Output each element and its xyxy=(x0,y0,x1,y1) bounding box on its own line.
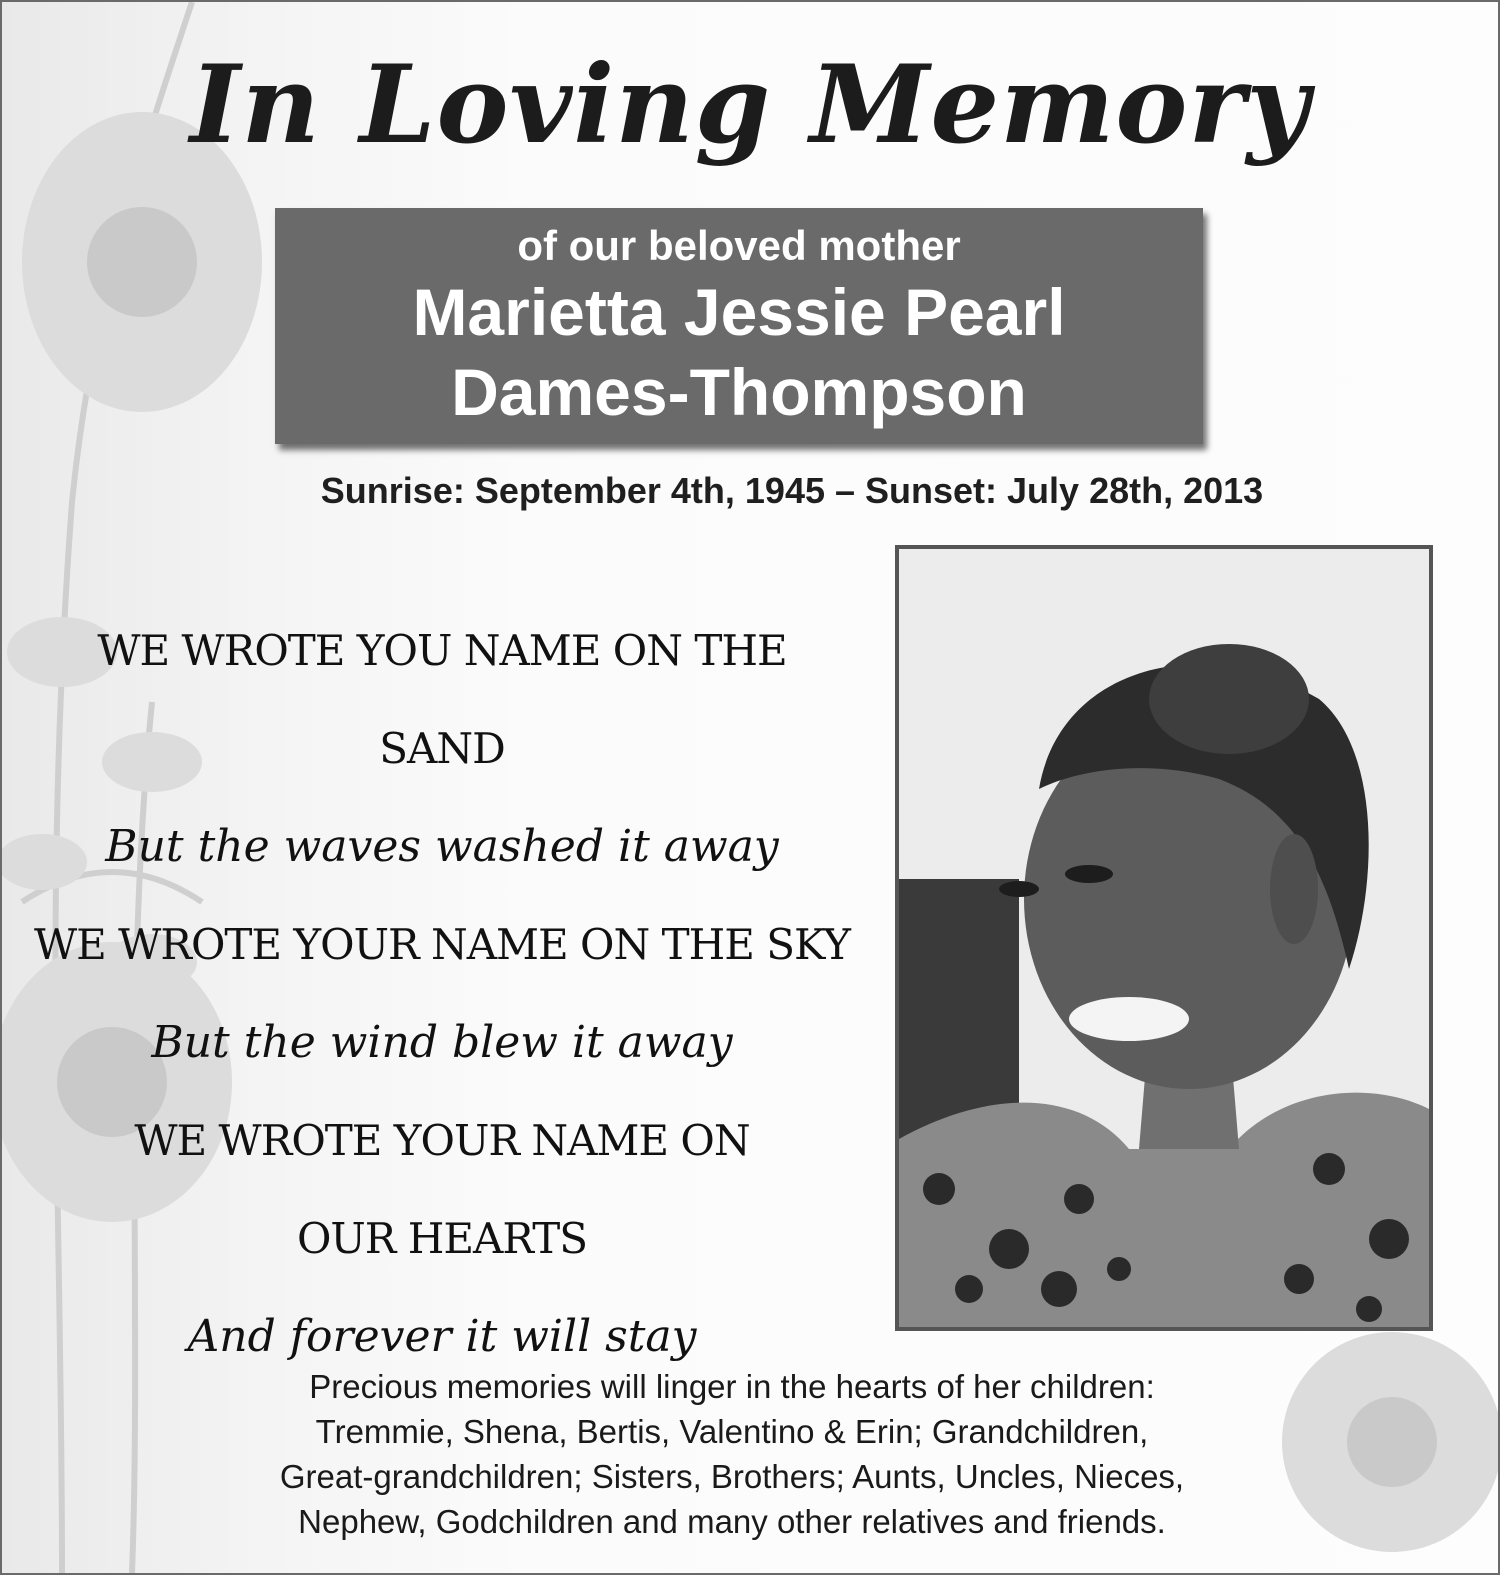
poem-line: OUR HEARTS xyxy=(296,1214,588,1263)
in-loving-memory-heading: In Loving Memory xyxy=(189,42,1311,168)
poem-line: But the waves washed it away xyxy=(105,821,779,872)
life-dates: Sunrise: September 4th, 1945 – Sunset: July 28th, 2013 xyxy=(320,470,1264,511)
deceased-name-line2: Dames-Thompson xyxy=(451,355,1027,429)
tribute-line: Great-grandchildren; Sisters, Brothers; Aunts, Uncles, Nieces, xyxy=(279,1458,1185,1495)
poem-line: WE WROTE YOU NAME ON THE SAND xyxy=(97,626,787,773)
tribute-line: Precious memories will linger in the hearts of her children: xyxy=(309,1368,1155,1405)
portrait-photo xyxy=(895,545,1433,1331)
poem-line: WE WROTE YOUR NAME ON xyxy=(134,1116,750,1165)
deceased-name-line1: Marietta Jessie Pearl xyxy=(412,275,1066,349)
poem xyxy=(32,602,852,1386)
poem-line: And forever it will stay xyxy=(187,1311,697,1362)
tribute-line: Tremmie, Shena, Bertis, Valentino & Erin; Grandchildren, xyxy=(315,1413,1149,1450)
name-banner xyxy=(275,208,1203,444)
banner-subtitle: of our beloved mother xyxy=(517,222,961,269)
tribute-text xyxy=(122,1364,1342,1544)
portrait-illustration xyxy=(899,549,1429,1327)
poem-line: But the wind blew it away xyxy=(151,1017,733,1068)
tribute-line: Nephew, Godchildren and many other relatives and friends. xyxy=(298,1503,1166,1540)
poem-line: WE WROTE YOUR NAME ON THE SKY xyxy=(34,920,850,969)
